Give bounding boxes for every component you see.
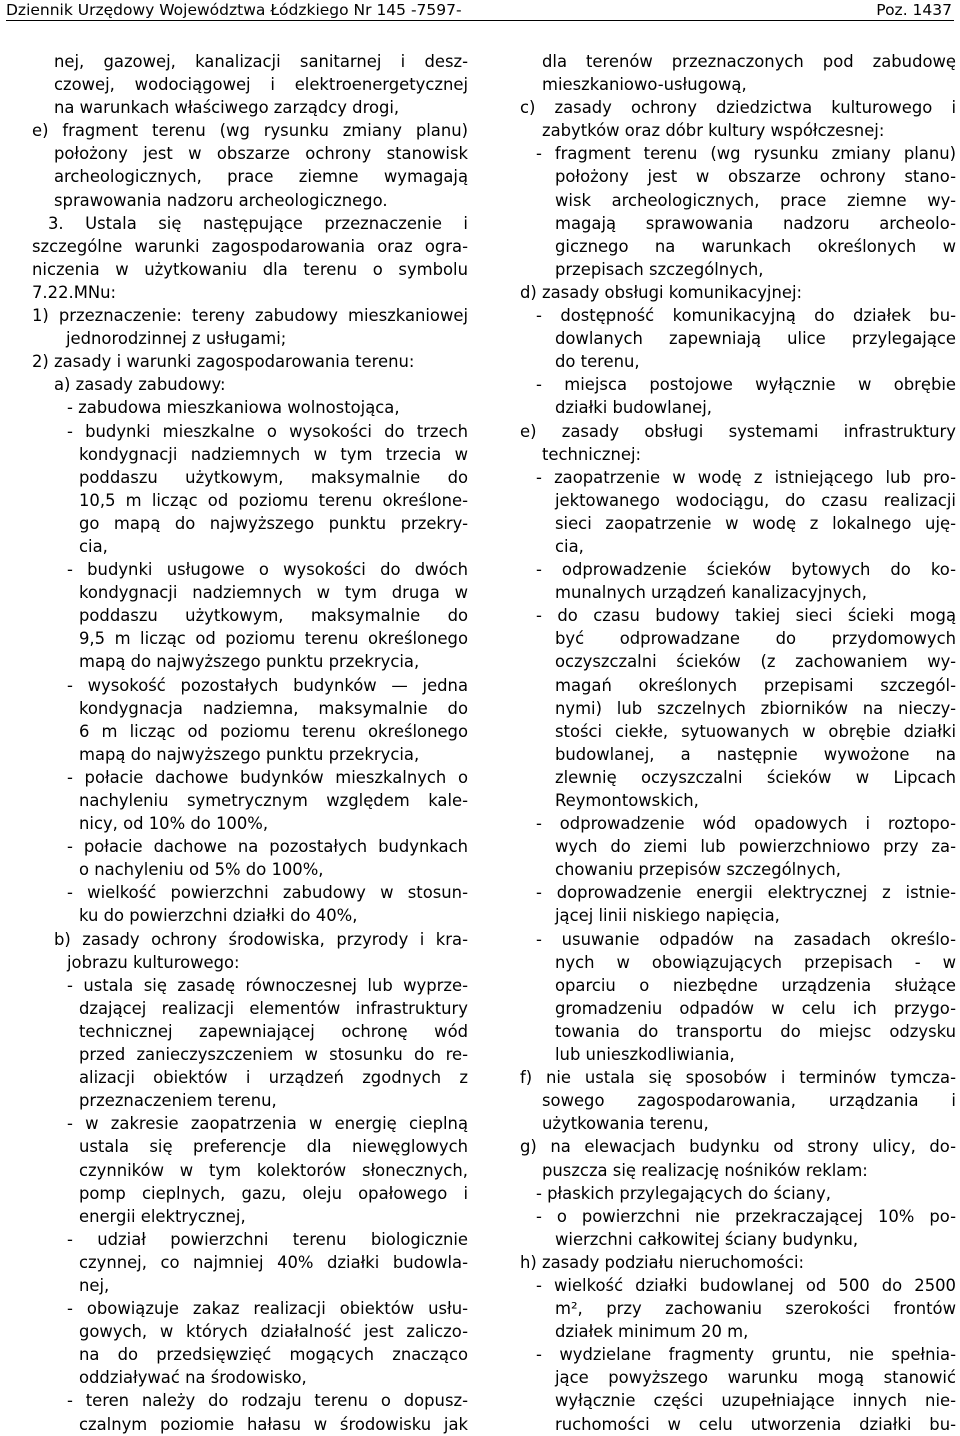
text-line: jącej linii niskiego napięcia, xyxy=(555,906,780,926)
text-line: - wielkość działki budowlanej od 500 do 2500 xyxy=(536,1275,956,1295)
text-line: e) fragment terenu (wg rysunku zmiany planu) xyxy=(32,121,468,141)
text-line: energii elektrycznej, xyxy=(79,1206,246,1226)
text-line: 1) przeznaczenie: tereny zabudowy mieszkaniowej xyxy=(32,306,468,326)
text-line: 3. Ustala się następujące przeznaczenie i xyxy=(48,213,468,233)
text-line: na do przedsięwzięć mogących znacząco xyxy=(79,1345,468,1365)
text-line: - budynki usługowe o wysokości do dwóch xyxy=(67,560,468,580)
text-line: - ustala się zasadę równoczesnej lub wyprze- xyxy=(67,975,468,995)
text-line: alizacji obiektów i urządzeń zgodnych z xyxy=(79,1068,468,1088)
text-line: sprawowania nadzoru archeologicznego. xyxy=(54,190,388,210)
text-line: czowej, wodociągowej i elektroenergetycznej xyxy=(54,75,468,95)
text-line: pomp cieplnych, gazu, oleju opałowego i xyxy=(79,1183,468,1203)
text-line: dowlanych zapewniają ulice przylegające xyxy=(555,329,956,349)
text-line: - zaopatrzenie w wodę z istniejącego lub pro- xyxy=(536,467,956,487)
position-number: Poz. 1437 xyxy=(876,1,952,19)
text-line: jobrazu kulturowego: xyxy=(67,952,240,972)
text-line: magań określonych przepisami szczegól- xyxy=(555,675,956,695)
text-line: lub unieszkodliwiania, xyxy=(555,1045,735,1065)
text-line: - dostępność komunikacyjną do działek bu- xyxy=(536,306,956,326)
text-line: dla terenów przeznaczonych pod zabudowę xyxy=(542,52,956,71)
text-line: jednorodzinnej z usługami; xyxy=(66,329,287,349)
text-line: technicznej: xyxy=(542,444,642,464)
text-line: gowych, w których działalność jest zaliczo- xyxy=(79,1322,468,1342)
text-line: - usuwanie odpadów na zasadach określo- xyxy=(536,929,956,949)
text-line: nej, xyxy=(79,1275,110,1295)
text-line: szczególne warunki zagospodarowania oraz ogra- xyxy=(32,236,468,256)
text-line: położony jest w obszarze ochrony stanowisk xyxy=(54,144,468,164)
text-line: dzającej realizacji elementów infrastruktury xyxy=(79,998,468,1018)
text-line: ustala się preferencje dla niewęglowych xyxy=(79,1137,468,1157)
text-line: 9,5 m licząc od poziomu terenu określonego xyxy=(79,629,468,649)
text-line: - wysokość pozostałych budynków — jedna xyxy=(67,675,468,695)
text-line: czynników w tym kolektorów słonecznych, xyxy=(79,1160,468,1180)
text-line: technicznej zapewniającej ochronę wód xyxy=(79,1021,468,1041)
text-line: - fragment terenu (wg rysunku zmiany planu) xyxy=(536,144,956,164)
text-line: sowego zagospodarowania, urządzania i xyxy=(542,1091,956,1111)
text-line: - miejsca postojowe wyłącznie w obrębie xyxy=(536,375,956,395)
text-line: poddaszu użytkowym, maksymalnie do xyxy=(79,467,468,487)
text-line: - udział powierzchni terenu biologicznie xyxy=(67,1229,468,1249)
text-line: a) zasady zabudowy: xyxy=(54,375,226,395)
text-line: zlewnię oczyszczalni ścieków w Lipcach xyxy=(555,767,956,787)
text-line: wisk archeologicznych, prace ziemne wy- xyxy=(555,190,956,210)
text-line: wych do ziemi lub powierzchniowo przy za- xyxy=(555,837,956,857)
text-line: - wielkość powierzchni zabudowy w stosun- xyxy=(67,883,468,903)
text-line: nej, gazowej, kanalizacji sanitarnej i desz- xyxy=(54,52,468,71)
text-line: nych w obowiązujących przepisach - w xyxy=(555,952,956,972)
text-line: chowaniu przepisów szczególnych, xyxy=(555,860,841,880)
text-line: - odprowadzenie wód opadowych i roztopo- xyxy=(536,814,956,834)
text-line: użytkowania terenu, xyxy=(542,1114,709,1134)
text-line: przeznaczeniem terenu, xyxy=(79,1091,277,1111)
text-line: archeologicznych, prace ziemne wymagają xyxy=(54,167,468,187)
text-line: kondygnacji nadziemnych w tym druga w xyxy=(79,583,468,603)
text-line: - doprowadzenie energii elektrycznej z istnie- xyxy=(536,883,956,903)
text-line: 2) zasady i warunki zagospodarowania terenu: xyxy=(32,352,415,372)
text-line: jące powyższego warunku mogą stanowić xyxy=(555,1368,956,1388)
text-line: go mapą do najwyższego punktu przekry- xyxy=(79,513,468,533)
text-line: mapą do najwyższego punktu przekrycia, xyxy=(79,744,420,764)
text-line: h) zasady podziału nieruchomości: xyxy=(520,1252,805,1272)
text-line: przepisach szczególnych, xyxy=(555,259,764,279)
text-line: - połacie dachowe na pozostałych budynkach xyxy=(67,837,468,857)
text-line: przed zanieczyszczeniem w stosunku do re- xyxy=(79,1045,468,1065)
text-line: sieci zaopatrzenie w wodę z lokalnego uję- xyxy=(555,513,956,533)
text-line: - o powierzchni nie przekraczającej 10% po- xyxy=(536,1206,956,1226)
text-line: kondygnacja nadziemna, maksymalnie do xyxy=(79,698,468,718)
text-line: oczyszczalni ścieków (z zachowaniem wy- xyxy=(555,652,956,672)
text-line: nachyleniu symetrycznym względem kale- xyxy=(79,791,468,810)
text-line: e) zasady obsługi systemami infrastruktury xyxy=(520,421,956,441)
text-line: oparciu o niezbędne urządzenia służące xyxy=(555,975,956,995)
text-line: niczenia w użytkowaniu dla terenu o symbolu xyxy=(32,259,468,279)
text-line: 7.22.MNu: xyxy=(32,282,117,302)
text-line: do terenu, xyxy=(555,352,640,372)
text-line: - do czasu budowy takiej sieci ścieki mogą xyxy=(536,606,956,626)
text-line: 6 m licząc od poziomu terenu określonego xyxy=(79,721,468,741)
text-line: Reymontowskich, xyxy=(555,791,699,810)
text-line: stości ciekłe, sytuowanych w obrębie działki xyxy=(555,721,956,741)
text-line: nicy, od 10% do 100%, xyxy=(79,814,269,834)
text-line: - wydzielane fragmenty gruntu, nie spełnia- xyxy=(536,1345,956,1365)
text-line: cia, xyxy=(555,536,584,556)
text-line: działek minimum 20 m, xyxy=(555,1322,749,1342)
text-line: mieszkaniowo-usługową, xyxy=(542,75,747,95)
text-line: ruchomości w celu utworzenia działki bu- xyxy=(555,1414,956,1434)
text-line: - w zakresie zaopatrzenia w energię cieplną xyxy=(67,1114,468,1134)
text-line: czynnej, co najmniej 40% działki budowla- xyxy=(79,1252,468,1272)
text-line: wyłącznie części uzupełniające innych nie- xyxy=(555,1391,956,1411)
text-line: 10,5 m licząc od poziomu terenu określone- xyxy=(79,490,468,510)
journal-title: Dziennik Urzędowy Województwa Łódzkiego Nr 145 -7597- xyxy=(6,1,462,19)
text-line: gicznego na warunkach określonych w xyxy=(555,236,956,256)
text-line: kondygnacji nadziemnych w tym trzecia w xyxy=(79,444,468,464)
text-line: b) zasady ochrony środowiska, przyrody i kra- xyxy=(54,929,468,949)
right-text-column xyxy=(520,50,956,1436)
text-line: f) nie ustala się sposobów i terminów tymcza- xyxy=(520,1068,956,1088)
text-line: o nachyleniu od 5% do 100%, xyxy=(79,860,324,880)
text-line: m², przy zachowaniu szerokości frontów xyxy=(555,1299,956,1319)
text-line: - obowiązuje zakaz realizacji obiektów usłu- xyxy=(67,1299,468,1319)
text-line: cia, xyxy=(79,536,108,556)
text-line: jektowanego wodociągu, do czasu realizacji xyxy=(555,490,956,510)
text-line: puszcza się realizację nośników reklam: xyxy=(542,1160,868,1180)
text-line: ku do powierzchni działki do 40%, xyxy=(79,906,358,926)
text-line: na warunkach właściwego zarządcy drogi, xyxy=(54,98,400,118)
text-line: g) na elewacjach budynku od strony ulicy, do- xyxy=(520,1137,956,1157)
running-header xyxy=(6,0,954,21)
text-line: munalnych urządzeń kanalizacyjnych, xyxy=(555,583,867,603)
text-line: - budynki mieszkalne o wysokości do trzech xyxy=(67,421,468,441)
text-line: mapą do najwyższego punktu przekrycia, xyxy=(79,652,420,672)
text-line: - połacie dachowe budynków mieszkalnych o xyxy=(67,767,468,787)
text-line: budowlanej, a następnie wywożone na xyxy=(555,744,956,764)
left-text-column xyxy=(32,50,468,1436)
text-line: gromadzeniu odpadów w celu ich przygo- xyxy=(555,998,956,1018)
text-line: wierzchni całkowitej ściany budynku, xyxy=(555,1229,859,1249)
text-line: - teren należy do rodzaju terenu o dopusz- xyxy=(67,1391,468,1411)
text-line: towania do transportu do miejsc odzysku xyxy=(555,1021,956,1041)
text-line: poddaszu użytkowym, maksymalnie do xyxy=(79,606,468,626)
text-line: - płaskich przylegających do ściany, xyxy=(536,1183,831,1203)
text-line: nymi) lub szczelnych zbiorników na nieczy- xyxy=(555,698,956,718)
text-line: d) zasady obsługi komunikacyjnej: xyxy=(520,282,803,302)
text-line: c) zasady ochrony dziedzictwa kulturowego i xyxy=(520,98,956,118)
text-line: oddziaływać na środowisko, xyxy=(79,1368,307,1388)
text-line: zabytków oraz dóbr kultury współczesnej: xyxy=(542,121,885,141)
text-line: czalnym poziomie hałasu w środowisku jak xyxy=(79,1414,468,1434)
text-line: być odprowadzane do przydomowych xyxy=(555,629,956,649)
text-line: magają sprawowania nadzoru archeolo- xyxy=(555,213,956,233)
text-line: działki budowlanej, xyxy=(555,398,712,418)
text-line: - zabudowa mieszkaniowa wolnostojąca, xyxy=(67,398,400,418)
text-line: położony jest w obszarze ochrony stano- xyxy=(555,167,956,187)
text-line: - odprowadzenie ścieków bytowych do ko- xyxy=(536,560,956,580)
